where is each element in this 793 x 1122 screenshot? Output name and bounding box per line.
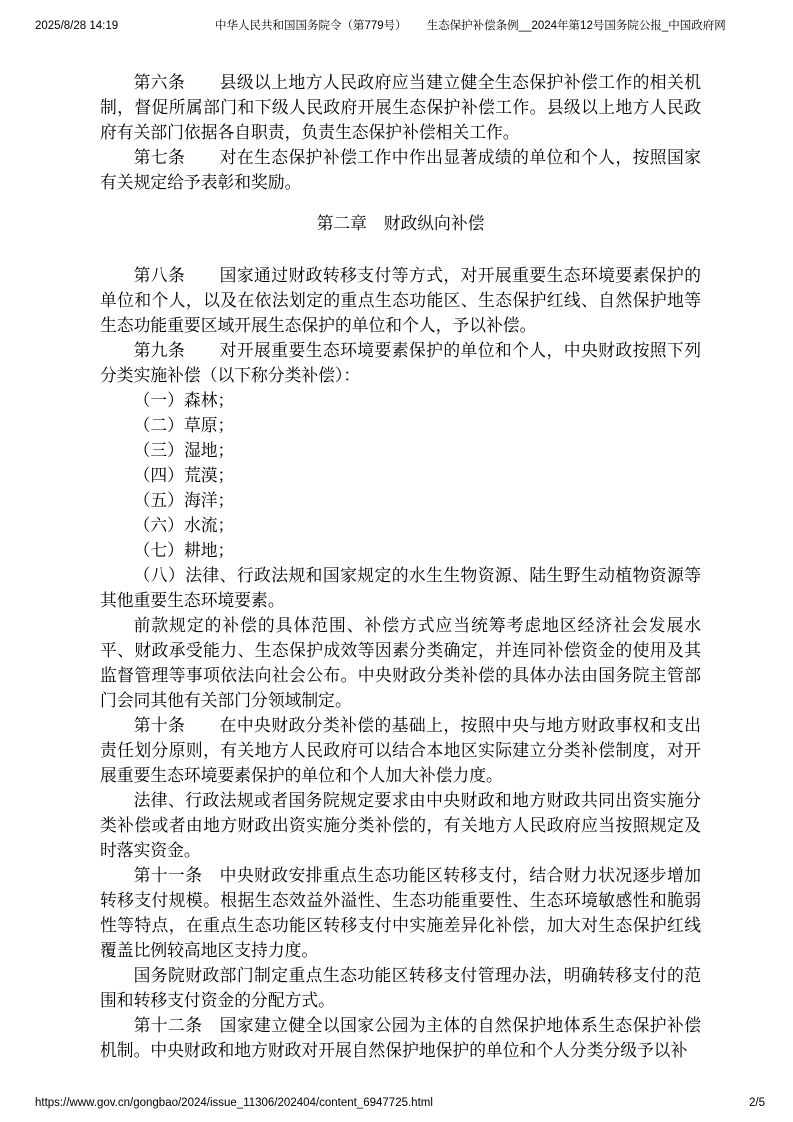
webpage-title: 生态保护补偿条例__2024年第12号国务院公报_中国政府网 bbox=[426, 20, 726, 32]
article-11-paragraph-2: 国务院财政部门制定重点生态功能区转移支付管理办法，明确转移支付的范围和转移支付资金的分配方式。 bbox=[100, 966, 701, 1010]
article-9-item-6: （六）水流； bbox=[133, 516, 235, 535]
article-9-item-5: （五）海洋； bbox=[133, 491, 235, 510]
article-10-paragraph-1: 第十条 在中央财政分类补偿的基础上，按照中央与地方财政事权和支出责任划分原则，有关地方人民政府可以结合本地区实际建立分类补偿制度，对开展重要生态环境要素保护的单位和个人加大补偿力度。 bbox=[100, 716, 701, 785]
article-9-item-7: （七）耕地； bbox=[133, 541, 235, 560]
print-header bbox=[35, 17, 765, 33]
print-footer bbox=[35, 1097, 765, 1109]
chapter-2-heading: 第二章 财政纵向补偿 bbox=[316, 214, 485, 233]
article-11-paragraph-1: 第十一条 中央财政安排重点生态功能区转移支付，结合财力状况逐步增加转移支付规模。根据生态效益外溢性、生态功能重要性、生态环境敏感性和脆弱性等特点，在重点生态功能区转移支付中实施差异化补偿，加大对生态保护红线覆盖比例较高地区支持力度。 bbox=[100, 866, 701, 960]
article-9-item-2: （二）草原； bbox=[133, 416, 235, 435]
article-7-paragraph: 第七条 对在生态保护补偿工作中作出显著成绩的单位和个人，按照国家有关规定给予表彰和奖励。 bbox=[100, 148, 701, 192]
article-8-paragraph: 第八条 国家通过财政转移支付等方式，对开展重要生态环境要素保护的单位和个人，以及在依法划定的重点生态功能区、生态保护红线、自然保护地等生态功能重要区域开展生态保护的单位和个人，予以补偿。 bbox=[100, 266, 701, 335]
article-9-paragraph: 第九条 对开展重要生态环境要素保护的单位和个人，中央财政按照下列分类实施补偿（以下称分类补偿）： bbox=[100, 341, 701, 385]
document-body bbox=[100, 70, 701, 1063]
article-6-paragraph: 第六条 县级以上地方人民政府应当建立健全生态保护补偿工作的相关机制，督促所属部门和下级人民政府开展生态保护补偿工作。县级以上地方人民政府有关部门依据各自职责，负责生态保护补偿相关工作。 bbox=[100, 73, 701, 142]
article-9-closing-paragraph: 前款规定的补偿的具体范围、补偿方式应当统筹考虑地区经济社会发展水平、财政承受能力、生态保护成效等因素分类确定，并连同补偿资金的使用及其监督管理等事项依法向社会公布。中央财政分类补偿的具体办法由国务院主管部门会同其他有关部门分领域制定。 bbox=[100, 616, 701, 710]
article-10-paragraph-2: 法律、行政法规或者国务院规定要求由中央财政和地方财政共同出资实施分类补偿或者由地方财政出资实施分类补偿的，有关地方人民政府应当按照规定及时落实资金。 bbox=[100, 791, 701, 860]
article-9-item-4: （四）荒漠； bbox=[133, 466, 235, 485]
page-number-indicator: 2/5 bbox=[749, 1097, 765, 1109]
article-9-item-3: （三）湿地； bbox=[133, 441, 235, 460]
document-decree-title: 中华人民共和国国务院令（第779号） bbox=[215, 20, 407, 32]
source-url: https://www.gov.cn/gongbao/2024/issue_11306/202404/content_6947725.html bbox=[35, 1097, 433, 1109]
article-12-paragraph-truncated: 第十二条 国家建立健全以国家公园为主体的自然保护地体系生态保护补偿机制。中央财政和地方财政对开展自然保护地保护的单位和个人分类分级予以补 bbox=[100, 1016, 701, 1060]
article-9-item-1: （一）森林； bbox=[133, 391, 235, 410]
article-9-item-8: （八）法律、行政法规和国家规定的水生生物资源、陆生野生动植物资源等其他重要生态环境要素。 bbox=[100, 566, 701, 610]
print-datetime: 2025/8/28 14:19 bbox=[35, 20, 119, 32]
